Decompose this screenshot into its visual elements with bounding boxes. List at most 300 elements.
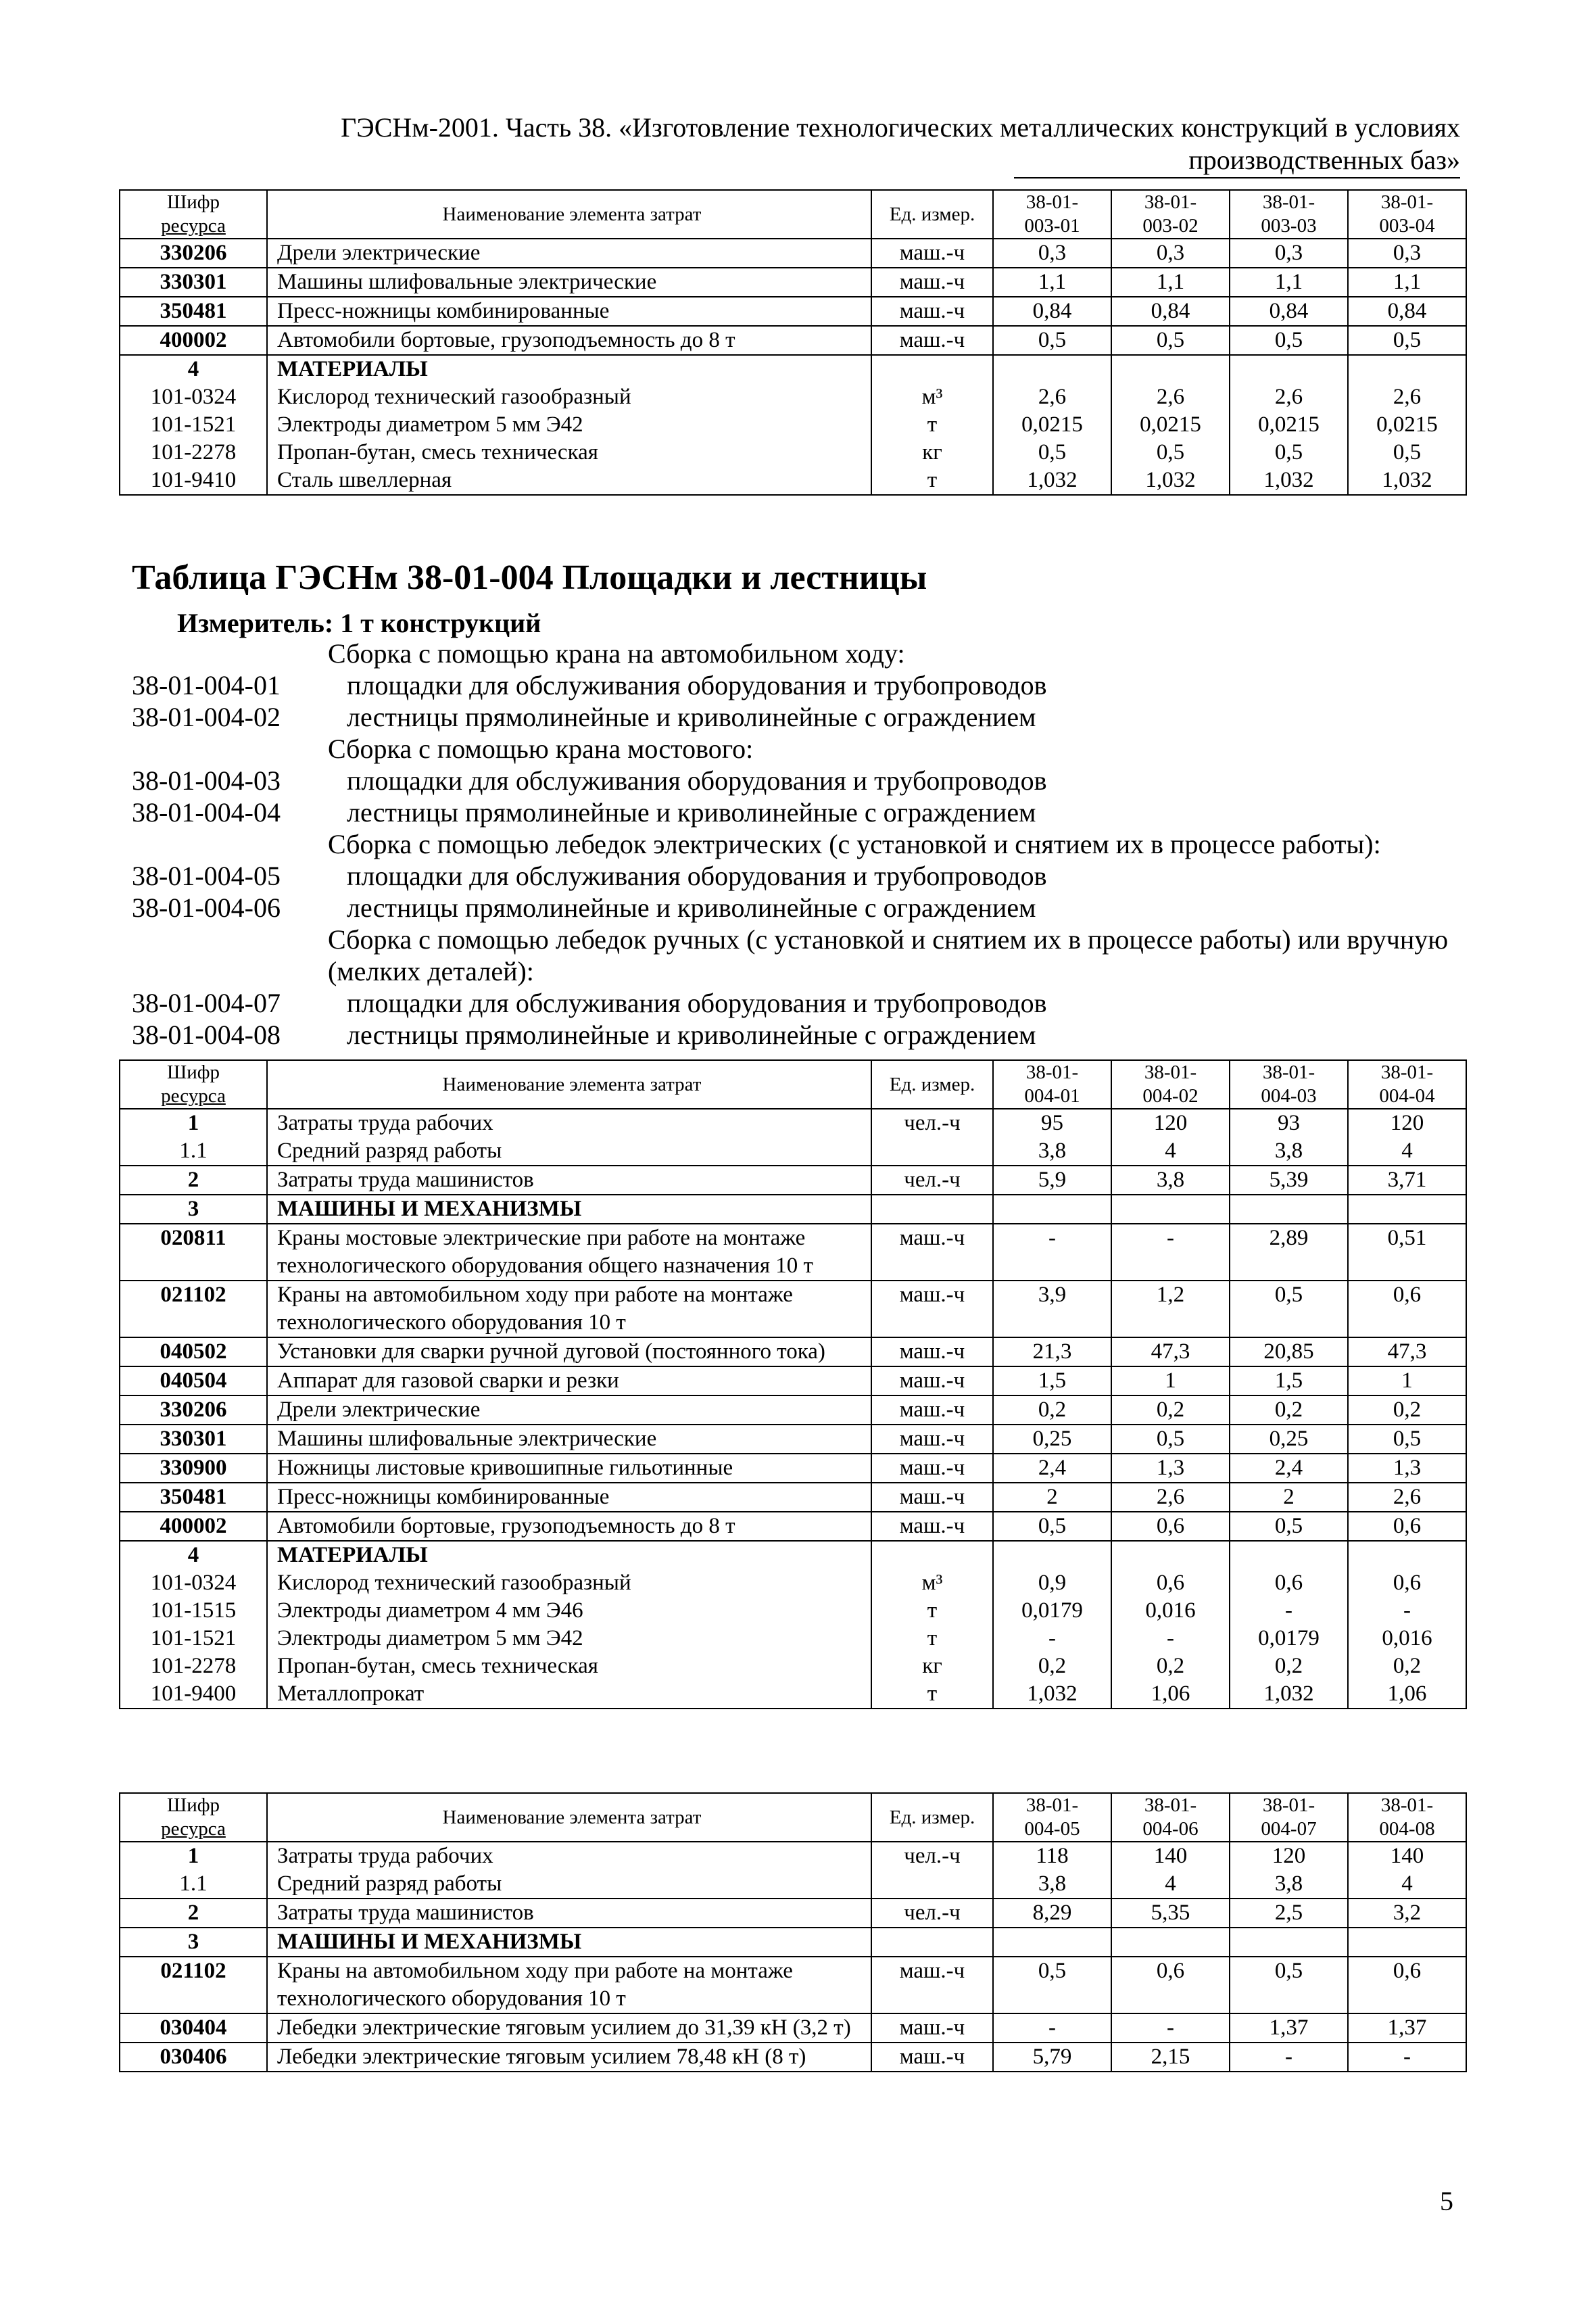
resource-name: Затраты труда рабочих [267, 1109, 871, 1137]
unit-of-measure: маш.-ч [871, 1454, 993, 1483]
norm-value: 3,8 [1230, 1870, 1348, 1899]
table-row [120, 326, 1466, 355]
norm-value: 140 [1348, 1842, 1466, 1870]
norm-value: 1,37 [1230, 2013, 1348, 2043]
resource-name: Лебедки электрические тяговым усилием 78,48 кН (8 т) [267, 2043, 871, 2072]
unit-of-measure: маш.-ч [871, 2043, 993, 2072]
column-code-part: 004-03 [1261, 1085, 1317, 1107]
resource-code: 040504 [120, 1366, 267, 1395]
resource-table-003 [119, 189, 1467, 496]
norm-value: 5,39 [1230, 1166, 1348, 1195]
header-code-label: Шифр [166, 1061, 220, 1083]
resource-name: Пресс-ножницы комбинированные [267, 297, 871, 326]
unit-of-measure: чел.-ч [871, 1842, 993, 1870]
norm-value: 1,3 [1348, 1454, 1466, 1483]
resource-table-004-05-08 [119, 1792, 1467, 2072]
header-name-cell: Наименование элемента затрат [267, 1060, 871, 1109]
norm-value: 0,5 [1111, 326, 1230, 355]
norm-value: 0,0215 [993, 411, 1111, 439]
norm-value: 0,016 [1348, 1625, 1466, 1652]
table-row [120, 268, 1466, 297]
position-description: площадки для обслуживания оборудования и трубопроводов [347, 670, 1047, 700]
position-code: 38-01-004-06 [132, 892, 281, 923]
column-code-part: 004-07 [1261, 1818, 1317, 1840]
norm-value: 3,8 [1230, 1137, 1348, 1166]
header-column-code [1348, 1793, 1466, 1842]
norm-value: - [1230, 1597, 1348, 1625]
resource-name: Краны на автомобильном ходу при работе на монтаже технологического оборудования 10 т [267, 1281, 871, 1337]
resource-name: Лебедки электрические тяговым усилием до 31,39 кН (3,2 т) [267, 2013, 871, 2043]
norm-value: 2,6 [1348, 383, 1466, 411]
norm-value: 0,016 [1111, 1597, 1230, 1625]
unit-of-measure [871, 355, 993, 383]
norm-value: 2,6 [1111, 383, 1230, 411]
table-row [120, 1337, 1466, 1366]
column-code-part: 38-01- [1144, 191, 1197, 213]
position-code: 38-01-004-02 [132, 702, 281, 732]
norm-value: - [993, 1625, 1111, 1652]
norm-value: 0,2 [993, 1395, 1111, 1425]
assembly-method: Сборка с помощью крана мостового: [328, 734, 754, 764]
table-row [120, 1541, 1466, 1569]
norm-value: 1,37 [1348, 2013, 1466, 2043]
norm-value: 0,5 [1348, 439, 1466, 467]
norm-value [1348, 1195, 1466, 1224]
header-code-cell [120, 1793, 267, 1842]
resource-code: 330206 [120, 239, 267, 268]
position-list [132, 638, 1477, 1051]
resource-name: Металлопрокат [267, 1680, 871, 1709]
norm-value: 4 [1348, 1137, 1466, 1166]
header-line-1: ГЭСНм-2001. Часть 38. «Изготовление технологических металлических конструкций в условиях [341, 112, 1460, 143]
norm-value: 0,0215 [1230, 411, 1348, 439]
norm-value: 2,4 [993, 1454, 1111, 1483]
header-column-code [1230, 1793, 1348, 1842]
unit-of-measure: м³ [871, 1569, 993, 1597]
norm-value: 4 [1111, 1870, 1230, 1899]
unit-of-measure [871, 1195, 993, 1224]
column-code-part: 38-01- [1380, 1794, 1434, 1816]
column-code-part: 004-04 [1379, 1085, 1435, 1107]
resource-code: 101-9400 [120, 1680, 267, 1709]
norm-value: 1,032 [1230, 467, 1348, 495]
norm-value: - [1230, 2043, 1348, 2072]
norm-value: - [993, 1224, 1111, 1281]
position-line [132, 765, 1477, 796]
unit-of-measure: маш.-ч [871, 1281, 993, 1337]
table-row [120, 1166, 1466, 1195]
position-line [132, 733, 1477, 765]
resource-code: 101-0324 [120, 383, 267, 411]
resource-name: МАТЕРИАЛЫ [267, 355, 871, 383]
header-code-label: ресурса [161, 1085, 226, 1107]
column-code-part: 38-01- [1262, 1061, 1315, 1083]
position-line [132, 924, 1477, 987]
norm-value: 0,5 [1230, 439, 1348, 467]
norm-value: 47,3 [1111, 1337, 1230, 1366]
resource-name: Затраты труда рабочих [267, 1842, 871, 1870]
norm-value: 3,8 [1111, 1166, 1230, 1195]
header-column-code [1348, 190, 1466, 239]
resource-name: Дрели электрические [267, 1395, 871, 1425]
norm-value: 4 [1348, 1870, 1466, 1899]
norm-value: 0,84 [1111, 297, 1230, 326]
norm-value: 1,032 [1111, 467, 1230, 495]
norm-value: 95 [993, 1109, 1111, 1137]
norm-value: 3,8 [993, 1137, 1111, 1166]
column-code-part: 003-04 [1379, 215, 1435, 237]
norm-value [1111, 1928, 1230, 1957]
resource-name: Средний разряд работы [267, 1137, 871, 1166]
position-line [132, 987, 1477, 1019]
norm-value: 0,25 [1230, 1425, 1348, 1454]
header-code-label: ресурса [161, 215, 226, 237]
table-row [120, 2043, 1466, 2072]
norm-value: - [1111, 1625, 1230, 1652]
position-description: площадки для обслуживания оборудования и трубопроводов [347, 765, 1047, 796]
header-code-label: ресурса [161, 1818, 226, 1840]
resource-code: 101-2278 [120, 1652, 267, 1680]
unit-of-measure: чел.-ч [871, 1109, 993, 1137]
position-line [132, 701, 1477, 733]
table-row [120, 239, 1466, 268]
norm-value: 1,06 [1111, 1680, 1230, 1709]
unit-of-measure: т [871, 1625, 993, 1652]
norm-value: 1,5 [993, 1366, 1111, 1395]
norm-value: 0,2 [1230, 1395, 1348, 1425]
resource-table-004-01-04 [119, 1059, 1467, 1709]
table-row [120, 1625, 1466, 1652]
column-code-part: 004-02 [1142, 1085, 1199, 1107]
table-header-row [120, 190, 1466, 239]
unit-of-measure [871, 1541, 993, 1569]
column-code-part: 003-01 [1024, 215, 1080, 237]
column-code-part: 38-01- [1144, 1794, 1197, 1816]
norm-value: 1,1 [1348, 268, 1466, 297]
resource-code: 2 [120, 1166, 267, 1195]
norm-value: 1,032 [993, 1680, 1111, 1709]
norm-value [1230, 1928, 1348, 1957]
header-code-label: Шифр [166, 191, 220, 213]
resource-code: 101-1521 [120, 1625, 267, 1652]
norm-value: 0,0179 [993, 1597, 1111, 1625]
resource-code: 1.1 [120, 1137, 267, 1166]
norm-value: 0,84 [1348, 297, 1466, 326]
norm-value: - [1348, 2043, 1466, 2072]
norm-value: 2 [993, 1483, 1111, 1512]
table-row [120, 383, 1466, 411]
norm-value: 0,25 [993, 1425, 1111, 1454]
resource-name: Сталь швеллерная [267, 467, 871, 495]
resource-code: 330301 [120, 268, 267, 297]
norm-value: - [993, 2013, 1111, 2043]
norm-value: 0,5 [1230, 1957, 1348, 2013]
resource-name: МАШИНЫ И МЕХАНИЗМЫ [267, 1195, 871, 1224]
resource-name: Дрели электрические [267, 239, 871, 268]
norm-value: 0,5 [1111, 1425, 1230, 1454]
norm-value: 118 [993, 1842, 1111, 1870]
unit-of-measure: чел.-ч [871, 1166, 993, 1195]
position-line [132, 669, 1477, 701]
unit-of-measure: кг [871, 439, 993, 467]
assembly-method: Сборка с помощью крана на автомобильном ходу: [328, 638, 905, 669]
unit-of-measure: маш.-ч [871, 268, 993, 297]
norm-value: 2,89 [1230, 1224, 1348, 1281]
position-line [132, 860, 1477, 892]
position-code: 38-01-004-07 [132, 988, 281, 1018]
norm-value: 2,6 [1111, 1483, 1230, 1512]
table-row [120, 1366, 1466, 1395]
resource-code: 1 [120, 1842, 267, 1870]
resource-code: 400002 [120, 1512, 267, 1541]
header-column-code [1230, 190, 1348, 239]
resource-code: 101-9410 [120, 467, 267, 495]
position-description: лестницы прямолинейные и криволинейные с ограждением [347, 702, 1036, 732]
table-row [120, 1842, 1466, 1870]
resource-code: 3 [120, 1928, 267, 1957]
header-column-code [1230, 1060, 1348, 1109]
table-row [120, 1569, 1466, 1597]
norm-value: 0,5 [993, 326, 1111, 355]
column-code-part: 38-01- [1380, 1061, 1434, 1083]
unit-of-measure: маш.-ч [871, 1425, 993, 1454]
table-row [120, 467, 1466, 495]
norm-value: 0,6 [1348, 1281, 1466, 1337]
norm-value: 0,5 [993, 1512, 1111, 1541]
norm-value: 0,5 [1348, 1425, 1466, 1454]
header-column-code [993, 1793, 1111, 1842]
resource-code: 020811 [120, 1224, 267, 1281]
resource-code: 021102 [120, 1957, 267, 2013]
norm-value: 120 [1111, 1109, 1230, 1137]
norm-value: 0,0179 [1230, 1625, 1348, 1652]
position-description: лестницы прямолинейные и криволинейные с ограждением [347, 892, 1036, 923]
column-code-part: 38-01- [1380, 191, 1434, 213]
norm-value: 0,6 [1230, 1569, 1348, 1597]
header-unit-cell: Ед. измер. [871, 190, 993, 239]
table-title: Таблица ГЭСНм 38-01-004 Площадки и лестницы [132, 558, 927, 597]
norm-value: 0,3 [1348, 239, 1466, 268]
resource-code: 3 [120, 1195, 267, 1224]
unit-of-measure [871, 1870, 993, 1899]
table-row [120, 1652, 1466, 1680]
resource-code: 021102 [120, 1281, 267, 1337]
norm-value: - [1111, 1224, 1230, 1281]
norm-value: 1 [1111, 1366, 1230, 1395]
norm-value: 0,0215 [1348, 411, 1466, 439]
norm-value: 1 [1348, 1366, 1466, 1395]
resource-name: Электроды диаметром 5 мм Э42 [267, 411, 871, 439]
norm-value: 5,35 [1111, 1899, 1230, 1928]
resource-name: Аппарат для газовой сварки и резки [267, 1366, 871, 1395]
header-code-label: Шифр [166, 1794, 220, 1816]
norm-value: 1,1 [993, 268, 1111, 297]
norm-value: 1,2 [1111, 1281, 1230, 1337]
table-row [120, 1109, 1466, 1137]
unit-of-measure: т [871, 411, 993, 439]
resource-code: 040502 [120, 1337, 267, 1366]
assembly-method: Сборка с помощью лебедок электрических (с установкой и снятием их в процессе работы): [328, 829, 1381, 859]
resource-code: 350481 [120, 1483, 267, 1512]
header-column-code [1111, 1793, 1230, 1842]
position-line [132, 1019, 1477, 1051]
norm-value: - [1111, 2013, 1230, 2043]
norm-value: 2,6 [1230, 383, 1348, 411]
norm-value: 0,51 [1348, 1224, 1466, 1281]
header-column-code [1111, 1060, 1230, 1109]
table-header-row [120, 1060, 1466, 1109]
unit-of-measure: кг [871, 1652, 993, 1680]
norm-value: 0,5 [993, 439, 1111, 467]
position-description: лестницы прямолинейные и криволинейные с ограждением [347, 797, 1036, 828]
position-code: 38-01-004-08 [132, 1020, 281, 1050]
norm-value: 5,9 [993, 1166, 1111, 1195]
table-row [120, 1483, 1466, 1512]
table-row [120, 297, 1466, 326]
resource-code: 4 [120, 1541, 267, 1569]
table-header-row [120, 1793, 1466, 1842]
norm-value: 0,84 [1230, 297, 1348, 326]
unit-of-measure: чел.-ч [871, 1899, 993, 1928]
resource-name: Автомобили бортовые, грузоподъемность до 8 т [267, 326, 871, 355]
norm-value: 120 [1348, 1109, 1466, 1137]
page-number: 5 [1440, 2186, 1453, 2216]
resource-name: Средний разряд работы [267, 1870, 871, 1899]
column-code-part: 004-08 [1379, 1818, 1435, 1840]
header-column-code [1348, 1060, 1466, 1109]
norm-value: 0,2 [1348, 1652, 1466, 1680]
norm-value: 0,9 [993, 1569, 1111, 1597]
norm-value [1230, 1541, 1348, 1569]
resource-name: Автомобили бортовые, грузоподъемность до 8 т [267, 1512, 871, 1541]
position-code: 38-01-004-01 [132, 670, 281, 700]
resource-name: Кислород технический газообразный [267, 383, 871, 411]
norm-value [993, 1541, 1111, 1569]
norm-value [993, 1195, 1111, 1224]
table-row [120, 1281, 1466, 1337]
position-code: 38-01-004-05 [132, 861, 281, 891]
unit-of-measure: маш.-ч [871, 1395, 993, 1425]
resource-code: 101-0324 [120, 1569, 267, 1597]
table-row [120, 1870, 1466, 1899]
unit-of-measure: м³ [871, 383, 993, 411]
unit-of-measure: маш.-ч [871, 1224, 993, 1281]
norm-value: 3,2 [1348, 1899, 1466, 1928]
column-code-part: 38-01- [1025, 1794, 1079, 1816]
column-code-part: 38-01- [1262, 191, 1315, 213]
norm-value: 0,0215 [1111, 411, 1230, 439]
norm-value: 1,032 [1230, 1680, 1348, 1709]
position-description: лестницы прямолинейные и криволинейные с ограждением [347, 1020, 1036, 1050]
resource-code: 4 [120, 355, 267, 383]
position-line [132, 892, 1477, 924]
norm-value: 0,6 [1348, 1569, 1466, 1597]
table-row [120, 1137, 1466, 1166]
resource-name: Затраты труда машинистов [267, 1166, 871, 1195]
header-divider [1014, 177, 1460, 178]
norm-value: 0,2 [1348, 1395, 1466, 1425]
norm-value: 0,5 [1230, 326, 1348, 355]
column-code-part: 003-02 [1142, 215, 1199, 237]
unit-of-measure: маш.-ч [871, 297, 993, 326]
norm-value: 1,032 [993, 467, 1111, 495]
norm-value: 0,6 [1348, 1512, 1466, 1541]
table-row [120, 1928, 1466, 1957]
position-description: площадки для обслуживания оборудования и трубопроводов [347, 988, 1047, 1018]
unit-of-measure: маш.-ч [871, 239, 993, 268]
norm-value: 0,3 [1111, 239, 1230, 268]
norm-value: 1,1 [1111, 268, 1230, 297]
resource-code: 330301 [120, 1425, 267, 1454]
norm-value: 5,79 [993, 2043, 1111, 2072]
resource-name: МАШИНЫ И МЕХАНИЗМЫ [267, 1928, 871, 1957]
norm-value [993, 1928, 1111, 1957]
resource-code: 350481 [120, 297, 267, 326]
header-column-code [993, 1060, 1111, 1109]
header-name-cell: Наименование элемента затрат [267, 1793, 871, 1842]
table-row [120, 1224, 1466, 1281]
resource-name: Пропан-бутан, смесь техническая [267, 439, 871, 467]
norm-value [993, 355, 1111, 383]
norm-value: 3,8 [993, 1870, 1111, 1899]
resource-code: 1.1 [120, 1870, 267, 1899]
header-column-code [1111, 190, 1230, 239]
column-code-part: 003-03 [1261, 215, 1317, 237]
resource-name: Ножницы листовые кривошипные гильотинные [267, 1454, 871, 1483]
norm-value: 3,71 [1348, 1166, 1466, 1195]
table-row [120, 2013, 1466, 2043]
header-column-code [993, 190, 1111, 239]
norm-value [1230, 1195, 1348, 1224]
resource-name: Пропан-бутан, смесь техническая [267, 1652, 871, 1680]
norm-value [1230, 355, 1348, 383]
resource-name: МАТЕРИАЛЫ [267, 1541, 871, 1569]
column-code-part: 004-05 [1024, 1818, 1080, 1840]
assembly-method: Сборка с помощью лебедок ручных (с установкой и снятием их в процессе работы) или вручную (мелких деталей): [328, 924, 1449, 986]
table-row [120, 1597, 1466, 1625]
resource-code: 2 [120, 1899, 267, 1928]
header-unit-cell: Ед. измер. [871, 1793, 993, 1842]
norm-value: 2,5 [1230, 1899, 1348, 1928]
norm-value: 0,6 [1111, 1957, 1230, 2013]
table-row [120, 1454, 1466, 1483]
norm-value: 0,3 [993, 239, 1111, 268]
norm-value: 47,3 [1348, 1337, 1466, 1366]
resource-name: Машины шлифовальные электрические [267, 1425, 871, 1454]
header-code-cell [120, 1060, 267, 1109]
resource-name: Машины шлифовальные электрические [267, 268, 871, 297]
resource-name: Установки для сварки ручной дуговой (постоянного тока) [267, 1337, 871, 1366]
unit-of-measure: т [871, 1597, 993, 1625]
norm-value: 1,1 [1230, 268, 1348, 297]
norm-value [1111, 1195, 1230, 1224]
norm-value: 0,6 [1111, 1569, 1230, 1597]
header-name-cell: Наименование элемента затрат [267, 190, 871, 239]
norm-value: 0,84 [993, 297, 1111, 326]
column-code-part: 38-01- [1262, 1794, 1315, 1816]
resource-name: Затраты труда машинистов [267, 1899, 871, 1928]
resource-name: Краны мостовые электрические при работе на монтаже технологического оборудования общего назначения 10 т [267, 1224, 871, 1281]
table-row [120, 1899, 1466, 1928]
norm-value: 0,2 [1111, 1395, 1230, 1425]
header-line-2: производственных баз» [1188, 145, 1460, 175]
norm-value: 2,4 [1230, 1454, 1348, 1483]
table-row [120, 1680, 1466, 1709]
position-line [132, 796, 1477, 828]
norm-value: 0,5 [1230, 1512, 1348, 1541]
norm-value: 21,3 [993, 1337, 1111, 1366]
norm-value: 2,6 [1348, 1483, 1466, 1512]
